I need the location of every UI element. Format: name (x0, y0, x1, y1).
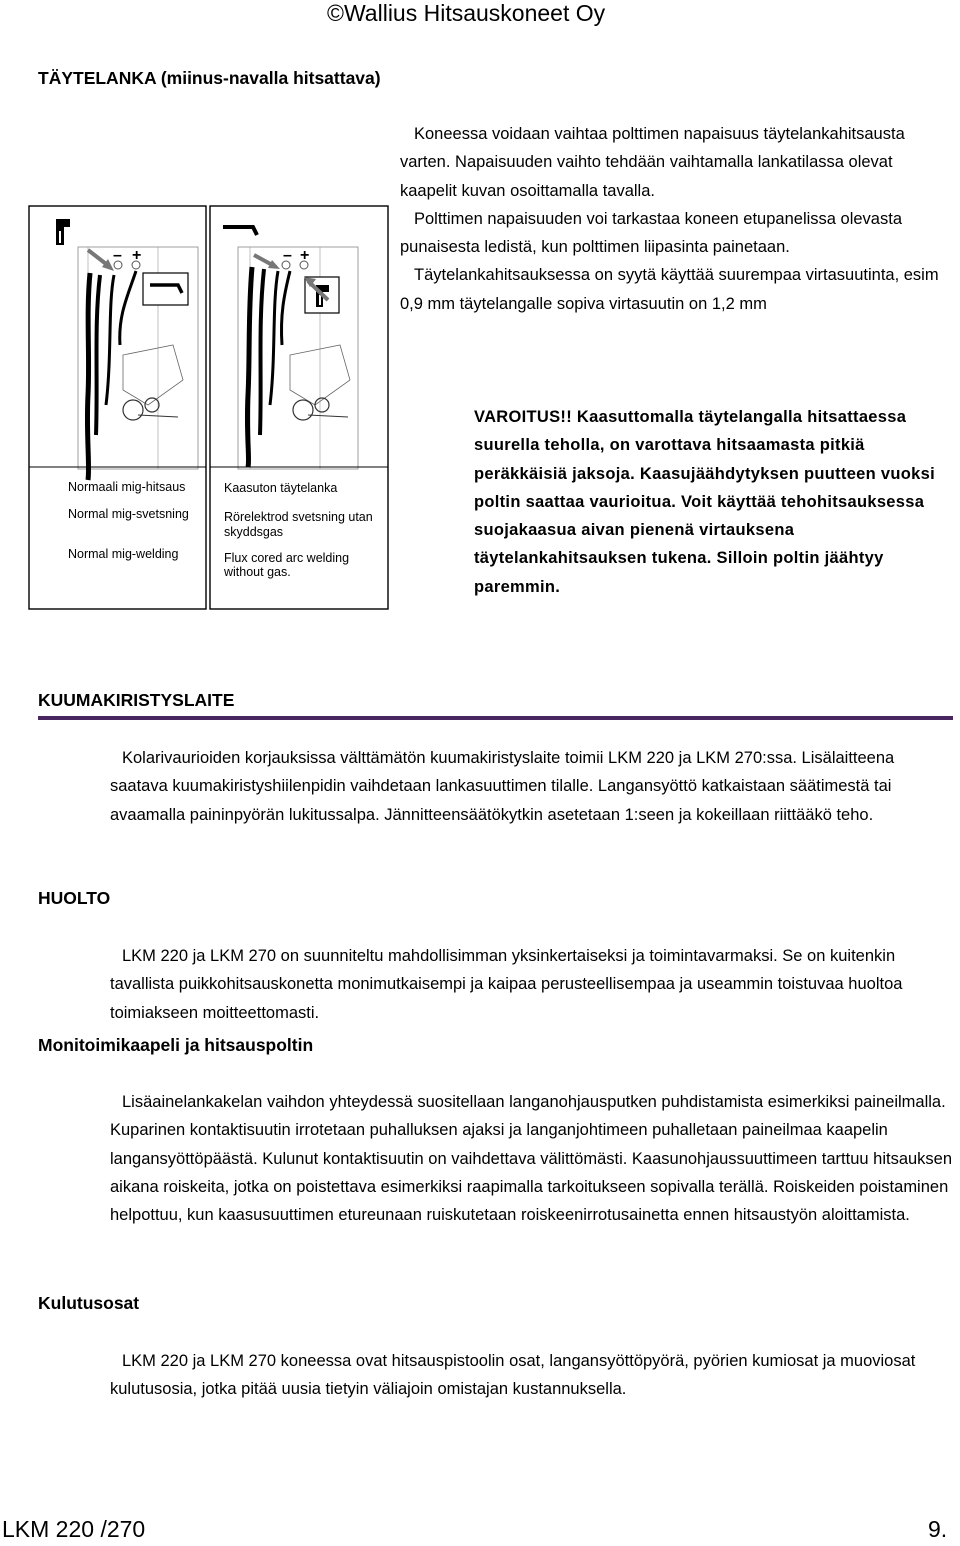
header-brand: ©Wallius Hitsauskoneet Oy (327, 0, 606, 26)
left-caption-fi: Normaali mig-hitsaus (68, 480, 186, 494)
plus-sign: + (132, 247, 142, 264)
warning-text: VAROITUS!! Kaasuttomalla täytelangalla hitsattaessa suurella teholla, on varottava hitsaamasta pitkiä peräkkäisiä jaksoja. Kaasujäähdytyksen puutteen vuoksi poltin saattaa vaurioitua. Voit käyttää tehohitsauksessa suojakaasua aivan pienenä virtauksena täytelankahitsauksen tukena. Silloin poltin jäähtyy paremmin. (474, 408, 935, 596)
huolto-paragraph: LKM 220 ja LKM 270 on suunniteltu mahdollisimman yksinkertaiseksi ja toimintavarmaksi. Se on kuitenkin tavallista puikkohitsauskonetta monimutkaisempi ja kaipaa perusteellisempaa ja useammin toistuvaa huoltoa toimiakseen moitteettomasti. (110, 947, 903, 1022)
left-caption-en: Normal mig-welding (68, 547, 179, 561)
left-caption-sv: Normal mig-svetsning (68, 507, 189, 521)
kuuma-paragraph: Kolarivaurioiden korjauksissa välttämätön kuumakiristyslaite toimii LKM 220 ja LKM 270:ssa. Lisälaitteena saatava kuumakiristyshiilenpidin vaihdetaan lankasuuttimen tilalle. Langansyöttö katkaistaan säätimestä tai avaamalla paininpyörän lukitussalpa. Jännitteensäätökytkin asetetaan 1:seen ja kokeillaan riittääkö teho. (110, 749, 895, 824)
footer-model: LKM 220 /270 (2, 1516, 146, 1542)
taytelanka-paragraph-2: Polttimen napaisuuden voi tarkastaa koneen etupanelissa olevasta punaisesta ledistä, kun polttimen liipasinta painetaan. (400, 209, 902, 257)
taytelanka-paragraph-3: Täytelankahitsauksessa on syytä käyttää suurempaa virtasuutinta, esim 0,9 mm täytelangalle sopiva virtasuutin on 1,2 mm (400, 266, 939, 313)
taytelanka-text (400, 120, 953, 318)
monitoimi-paragraph: Lisäainelankakelan vaihdon yhteydessä suositellaan langanohjausputken puhdistamista esimerkiksi paineilmalla. Kuparinen kontaktisuutin irrotetaan puhalluksen ajaksi ja langanjohtimeen puhalletaan paineilmaa kaapelin langansyöttöpäästä. Kulunut kontaktisuutin on vaihdettava välittömästi. Kaasunohjaussuuttimeen tarttuu hitsauksen aikana roiskeita, jotka on poistettava esimerkiksi raapimalla tarkoitukseen sopivalla terällä. Roiskeiden poistaminen helpottuu, kun kaasusuuttimen etureunaan ruiskutetaan roiskeenirrotusainetta ennen hitsaustyön aloittamista. (110, 1093, 953, 1225)
polarity-figure (28, 205, 390, 610)
warning-block (474, 403, 954, 601)
section-divider (38, 716, 953, 720)
kulutus-text (110, 1347, 955, 1404)
huolto-text (110, 942, 955, 1027)
section-title-kuuma: KUUMAKIRISTYSLAITE (38, 690, 235, 710)
page-number: 9. (928, 1516, 948, 1542)
right-caption-sv-1: Rörelektrod svetsning utan (224, 510, 373, 524)
taytelanka-paragraph-1: Koneessa voidaan vaihtaa polttimen napaisuus täytelankahitsausta varten. Napaisuuden vaihto tehdään vaihtamalla lankatilassa olevat kaapelit kuvan osoittamalla tavalla. (400, 125, 905, 200)
right-caption-en-1: Flux cored arc welding (224, 551, 350, 565)
section-title-monitoimi: Monitoimikaapeli ja hitsauspoltin (38, 1035, 314, 1055)
left-panel-normal-mig (29, 206, 206, 609)
kuuma-text (110, 744, 955, 829)
right-caption-sv-2: skyddsgas (224, 525, 284, 539)
monitoimi-text (110, 1088, 955, 1229)
right-caption-en-2: without gas. (224, 565, 291, 579)
section-title-taytelanka: TÄYTELANKA (miinus-navalla hitsattava) (38, 68, 381, 88)
section-title-kulutus: Kulutusosat (38, 1293, 140, 1313)
right-panel-flux-cored (210, 206, 388, 609)
plus-sign-right: + (300, 247, 310, 264)
minus-sign-right: – (283, 247, 292, 264)
right-caption-fi: Kaasuton täytelanka (224, 481, 338, 495)
kulutus-paragraph: LKM 220 ja LKM 270 koneessa ovat hitsauspistoolin osat, langansyöttöpyörä, pyörien kumiosat ja muoviosat kulutusosia, jotka pitää uusia tietyin väliajoin omistajan kustannuksella. (110, 1352, 916, 1399)
minus-sign: – (113, 247, 122, 264)
section-title-huolto: HUOLTO (38, 888, 111, 908)
